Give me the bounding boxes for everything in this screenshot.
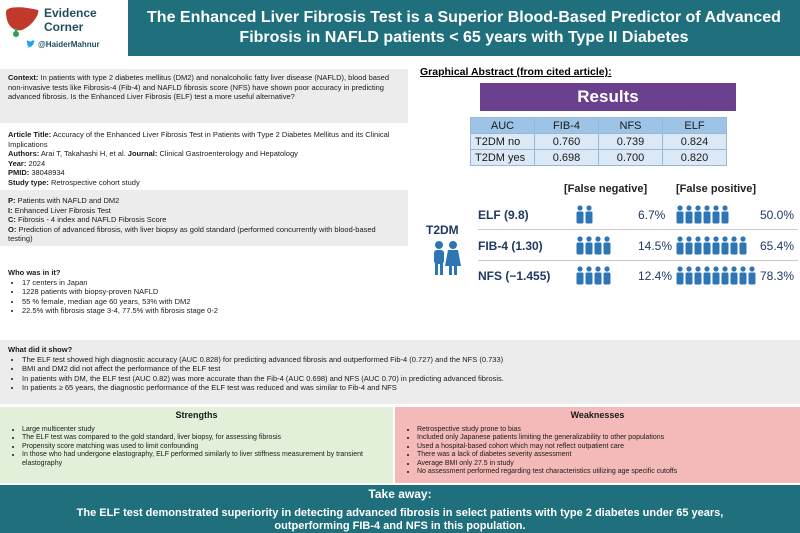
person-icon xyxy=(722,266,729,284)
results-banner: Results xyxy=(480,83,736,111)
pico-box: P: Patients with NAFLD and DM2 I: Enhanced Liver Fibrosis Test C: Fibrosis - 4 index and NAFLD Fibrosis Score O: Prediction of advanced fibrosis, with liver biopsy as gold standard (performed concurrently with blood-based testing) xyxy=(0,190,408,246)
what-list xyxy=(8,355,792,393)
graphical-abstract-title: Graphical Abstract (from cited article): xyxy=(420,66,612,78)
table-header: FIB-4 xyxy=(535,118,599,134)
list-item: • Average BMI only 27.5 in study xyxy=(417,460,792,469)
person-icon xyxy=(722,205,729,223)
person-icon xyxy=(722,236,729,254)
table-row xyxy=(471,134,727,150)
auc-table xyxy=(470,117,727,166)
person-icon xyxy=(713,236,720,254)
false-negative-icons xyxy=(576,205,636,225)
strengths-box: Strengths • Large multicenter study • The ELF test was compared to the gold standard, liver biopsy, for assessing fibrosis • Propensity score matching was used to limit confounding • In those who had undergone elastography, ELF performed similarly to liver stiffness measurement by transient elastography xyxy=(0,407,393,483)
person-icon xyxy=(577,266,584,284)
list-item: • Propensity score matching was used to limit confounding xyxy=(22,443,385,452)
false-negative-icons xyxy=(576,236,636,256)
false-positive-label: [False positive] xyxy=(676,183,757,195)
false-negative-label: [False negative] xyxy=(564,183,648,195)
table-cell: 0.760 xyxy=(535,134,599,150)
person-icon xyxy=(577,205,584,223)
list-item: • In patients ≥ 65 years, the diagnostic performance of the ELF test was reduced and was similar to Fib-4 and NFS xyxy=(22,383,792,393)
page-title: The Enhanced Liver Fibrosis Test is a Superior Blood-Based Predictor of Advanced Fibrosis in NAFLD patients < 65 years with Type II Diabetes xyxy=(128,0,800,56)
weaknesses-list xyxy=(403,426,792,477)
table-cell: 0.824 xyxy=(663,134,727,150)
who-box: Who was in it? • 17 centers in Japan • 1228 patients with biopsy-proven NAFLD • 55 % female, median age 60 years, 53% with DM2 • 22.5% with fibrosis stage 3-4, 77.5% with fibrosis stage 0-2 xyxy=(0,262,408,328)
weaknesses-box: Weaknesses • Retrospective study prone to bias • Included only Japanese patients limiting the generalizability to other populations • Used a hospital-based cohort which may not reflect outpatient care • There was a lack of diabetes severity assessment • Average BMI only 27.5 in study • No assessment performed regarding test characteristics utilizing age specific cutoffs xyxy=(395,407,800,483)
person-icon xyxy=(686,236,693,254)
list-item: • In patients with DM, the ELF test (AUC 0.82) was more accurate than the Fib-4 (AUC 0.698) and NFS (AUC 0.70) in predicting advanced fibrosis. xyxy=(22,374,792,384)
person-icon xyxy=(740,266,747,284)
list-item: • 1228 patients with biopsy-proven NAFLD xyxy=(22,287,400,297)
person-icon xyxy=(586,205,593,223)
list-item: • Large multicenter study xyxy=(22,426,385,435)
brand xyxy=(0,0,128,56)
list-item: • Used a hospital-based cohort which may not reflect outpatient care xyxy=(417,443,792,452)
person-icon xyxy=(586,266,593,284)
person-icon xyxy=(695,266,702,284)
person-icon xyxy=(704,205,711,223)
table-header-row xyxy=(471,118,727,134)
ga-row-nfs: NFS (−1.455) 12.4% 78.3% xyxy=(478,265,798,289)
list-item: • Included only Japanese patients limiting the generalizability to other populations xyxy=(417,434,792,443)
row-divider xyxy=(478,229,798,230)
person-icon xyxy=(677,236,684,254)
header xyxy=(0,0,800,56)
t2dm-label: T2DM xyxy=(426,223,459,237)
liver-logo-icon xyxy=(2,4,42,40)
table-cell: 0.698 xyxy=(535,150,599,166)
person-icon xyxy=(686,205,693,223)
list-item: • In those who had undergone elastography, ELF performed similarly to liver stiffness measurement by transient elastography xyxy=(22,451,385,468)
false-positive-icons xyxy=(676,205,758,225)
list-item: • BMI and DM2 did not affect the performance of the ELF test xyxy=(22,364,792,374)
table-row xyxy=(471,150,727,166)
table-header: AUC xyxy=(471,118,535,134)
what-box: What did it show? • The ELF test showed high diagnostic accuracy (AUC 0.828) for predicting advanced fibrosis and outperformed Fib-4 (0.727) and the NFS (0.733) • BMI and DM2 did not affect the performance of the ELF test • In patients with DM, the ELF test (AUC 0.82) was more accurate than the Fib-4 (AUC 0.698) and NFS (AUC 0.70) in predicting advanced fibrosis. • In patients ≥ 65 years, the diagnostic performance of the ELF test was reduced and was similar to Fib-4 and NFS xyxy=(0,340,800,404)
twitter-icon xyxy=(26,40,36,49)
person-icon xyxy=(731,266,738,284)
people-icon xyxy=(428,240,464,276)
person-icon xyxy=(731,236,738,254)
person-icon xyxy=(713,205,720,223)
context-box: Context: In patients with type 2 diabetes mellitus (DM2) and nonalcoholic fatty liver disease (NAFLD), blood based non-invasive tests like Fibrosis-4 (Fib-4) and NAFLD fibrosis score (NFS) have shown poor accuracy in predicting advanced fibrosis. Is the Enhanced Liver Fibrosis (ELF) test a more useful alternative? xyxy=(0,69,408,123)
person-icon xyxy=(704,266,711,284)
person-icon xyxy=(713,266,720,284)
person-icon xyxy=(695,236,702,254)
false-positive-icons xyxy=(676,266,758,286)
person-icon xyxy=(677,205,684,223)
graphical-abstract xyxy=(414,80,800,290)
person-icon xyxy=(586,236,593,254)
list-item: • There was a lack of diabetes severity assessment xyxy=(417,451,792,460)
person-icon xyxy=(577,236,584,254)
table-header: NFS xyxy=(599,118,663,134)
table-cell: 0.739 xyxy=(599,134,663,150)
list-item: • The ELF test was compared to the gold standard, liver biopsy, for assessing fibrosis xyxy=(22,434,385,443)
strengths-list xyxy=(8,426,385,469)
table-cell: 0.700 xyxy=(599,150,663,166)
brand-name: Evidence Corner xyxy=(44,6,97,34)
list-item: • 17 centers in Japan xyxy=(22,278,400,288)
false-positive-icons xyxy=(676,236,758,256)
list-item: • 22.5% with fibrosis stage 3-4, 77.5% with fibrosis stage 0-2 xyxy=(22,306,400,316)
person-icon xyxy=(604,266,611,284)
person-icon xyxy=(604,236,611,254)
ga-row-fib4: FIB-4 (1.30) 14.5% 65.4% xyxy=(478,235,798,259)
person-icon xyxy=(595,236,602,254)
false-negative-icons xyxy=(576,266,636,286)
list-item: • No assessment performed regarding test characteristics utilizing age specific cutoffs xyxy=(417,468,792,477)
who-list xyxy=(8,278,400,316)
person-icon xyxy=(677,266,684,284)
person-icon xyxy=(740,236,747,254)
list-item: • Retrospective study prone to bias xyxy=(417,426,792,435)
takeaway-box: Take away: The ELF test demonstrated superiority in detecting advanced fibrosis in select patients with type 2 diabetes under 65 years, outperforming FIB-4 and NFS in this population. xyxy=(0,485,800,533)
person-icon xyxy=(686,266,693,284)
person-icon xyxy=(695,205,702,223)
table-cell: T2DM yes xyxy=(471,150,535,166)
list-item: • 55 % female, median age 60 years, 53% with DM2 xyxy=(22,297,400,307)
article-box: Article Title: Accuracy of the Enhanced Liver Fibrosis Test in Patients with Type 2 Diabetes Mellitus and its Clinical Implications Authors: Arai T, Takahashi H, et al. Journal: Clinical Gastroenterology and Hepatology Year: 2024 PMID: 38048934 Study type: Retrospective cohort study xyxy=(0,126,408,186)
ga-row-elf: ELF (9.8) 6.7% 50.0% xyxy=(478,204,798,228)
list-item: • The ELF test showed high diagnostic accuracy (AUC 0.828) for predicting advanced fibrosis and outperformed Fib-4 (0.727) and the NFS (0.733) xyxy=(22,355,792,365)
person-icon xyxy=(749,266,756,284)
twitter-handle[interactable]: @HaiderMahnur xyxy=(38,40,100,49)
table-cell: T2DM no xyxy=(471,134,535,150)
person-icon xyxy=(595,266,602,284)
person-icon xyxy=(704,236,711,254)
row-divider xyxy=(478,260,798,261)
table-cell: 0.820 xyxy=(663,150,727,166)
table-header: ELF xyxy=(663,118,727,134)
